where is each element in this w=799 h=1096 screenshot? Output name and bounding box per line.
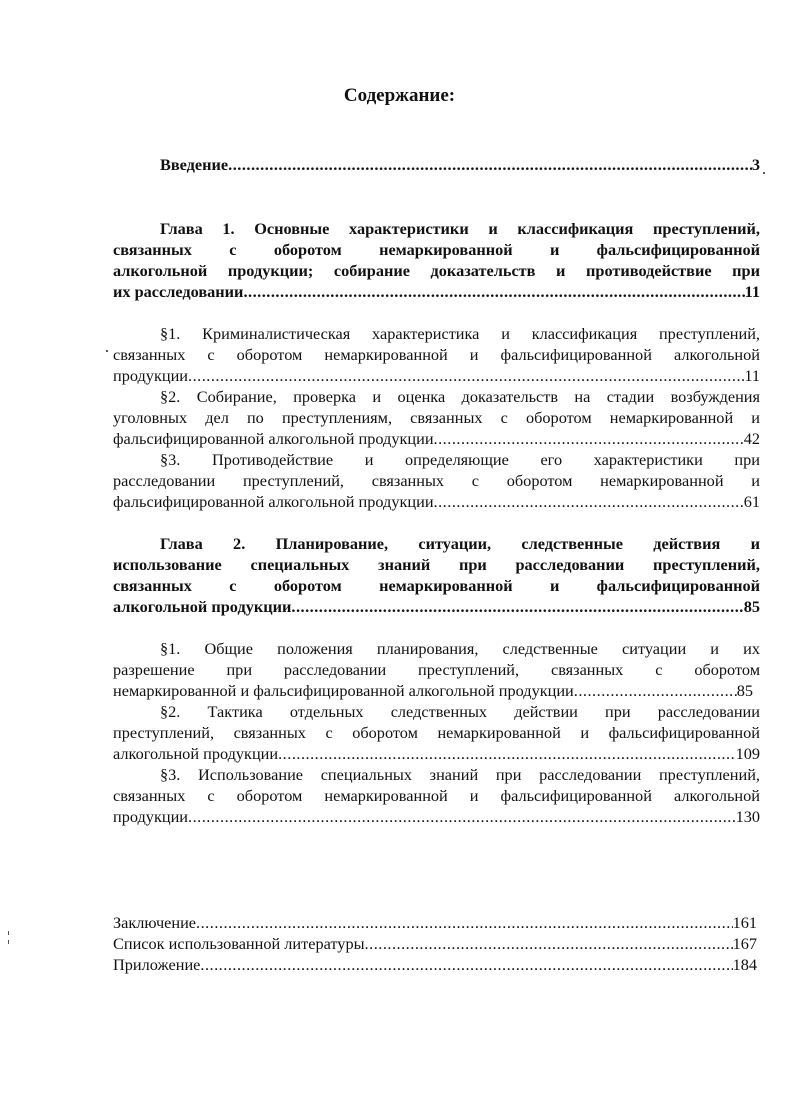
toc-entry-chapter2 (113, 596, 760, 617)
dot-leader (574, 680, 737, 701)
toc-entry-ch1-s2 (113, 428, 760, 449)
dot-leader (243, 281, 744, 302)
toc-page-number: 85 (743, 597, 760, 616)
ch1-s1-line-1: §1. Криминалистическая характеристика и классификация преступлений, (160, 324, 760, 343)
toc-label: алкогольной продукции (113, 744, 279, 763)
ch1-s3-line-2: расследовании преступлений, связанных с оборотом немаркированной и (113, 471, 760, 490)
toc-page-number: 161 (732, 913, 757, 932)
ch1-s2-line-2: уголовных дел по преступлениям, связанных с оборотом немаркированной и (113, 408, 760, 427)
toc-page-number: 11 (744, 366, 760, 385)
toc-label: Введение (160, 155, 229, 174)
dot-leader (188, 365, 744, 386)
toc-entry-ch2-s1 (113, 680, 753, 701)
scan-speck (8, 931, 9, 935)
page-title: Содержание: (343, 85, 456, 106)
toc-page-number: 3 (751, 155, 760, 174)
dot-leader (188, 806, 736, 827)
ch2-s2-line-1: §2. Тактика отдельных следственных действии при расследовании (160, 702, 760, 721)
toc-entry-chapter1 (113, 281, 760, 302)
toc-label: продукции (113, 807, 188, 826)
ch1-s2-line-1: §2. Собирание, проверка и оценка доказательств на стадии возбуждения (160, 387, 760, 406)
dot-leader (434, 491, 744, 512)
dot-leader (434, 428, 744, 449)
scan-speck (8, 940, 9, 944)
ch1-s3-line-1: §3. Противодействие и определяющие его характеристики при (160, 450, 760, 469)
dot-leader (291, 596, 743, 617)
toc-label: алкогольной продукции (113, 597, 292, 616)
dot-leader (200, 954, 732, 975)
chapter2-line-1: Глава 2. Планирование, ситуации, следственные действия и (160, 534, 760, 553)
ch2-s3-line-2: связанных с оборотом немаркированной и фальсифицированной алкогольной (113, 786, 760, 805)
ch1-s1-line-2: связанных с оборотом немаркированной и фальсифицированной алкогольной (113, 345, 760, 364)
toc-page-number: 167 (732, 934, 757, 953)
chapter1-line-1: Глава 1. Основные характеристики и классификация преступлений, (160, 219, 760, 238)
scan-speck (106, 350, 108, 352)
toc-label: Заключение (113, 913, 197, 932)
toc-entry-intro (160, 154, 760, 175)
toc-label: фальсифицированной алкогольной продукции (113, 429, 434, 448)
toc-page-number: 109 (735, 744, 760, 763)
toc-page-number: 85 (736, 681, 753, 700)
toc-entry-conclusion (113, 912, 757, 933)
ch2-s3-line-1: §3. Использование специальных знаний при расследовании преступлений, (160, 765, 760, 784)
toc-page-number: 42 (743, 429, 760, 448)
toc-label: Список использованной литературы (113, 934, 365, 953)
toc-entry-ch1-s3 (113, 491, 760, 512)
toc-entry-ch2-s2 (113, 743, 760, 764)
toc-page-number: 61 (743, 492, 760, 511)
toc-entry-appendix (113, 954, 757, 975)
dot-leader (196, 912, 733, 933)
toc-page-number: 11 (744, 282, 760, 301)
chapter2-line-2: использование специальных знаний при расследовании преступлений, (113, 555, 760, 574)
chapter1-line-2: связанных с оборотом немаркированной и фальсифицированной (113, 240, 760, 259)
toc-label: их расследовании (113, 282, 244, 301)
ch2-s1-line-2: разрешение при расследовании преступлений, связанных с оборотом (113, 660, 760, 679)
toc-entry-ch1-s1 (113, 365, 760, 386)
chapter2-line-3: связанных с оборотом немаркированной и фальсифицированной (113, 576, 760, 595)
toc-label: фальсифицированной алкогольной продукции (113, 492, 434, 511)
dot-leader (228, 154, 752, 175)
toc-page-number: 184 (732, 955, 757, 974)
dot-leader (365, 933, 733, 954)
dot-leader (278, 743, 735, 764)
toc-label: Приложение (113, 955, 201, 974)
toc-label: продукции (113, 366, 188, 385)
ch2-s1-line-1: §1. Общие положения планирования, следственные ситуации и их (160, 639, 760, 658)
chapter1-line-3: алкогольной продукции; собирание доказательств и противодействие при (113, 261, 760, 280)
toc-entry-references (113, 933, 757, 954)
toc-label: немаркированной и фальсифицированной алкогольной продукции (113, 681, 574, 700)
toc-entry-ch2-s3 (113, 806, 760, 827)
scan-speck (763, 172, 765, 174)
toc-page-number: 130 (735, 807, 760, 826)
ch2-s2-line-2: преступлений, связанных с оборотом немаркированной и фальсифицированной (113, 723, 760, 742)
